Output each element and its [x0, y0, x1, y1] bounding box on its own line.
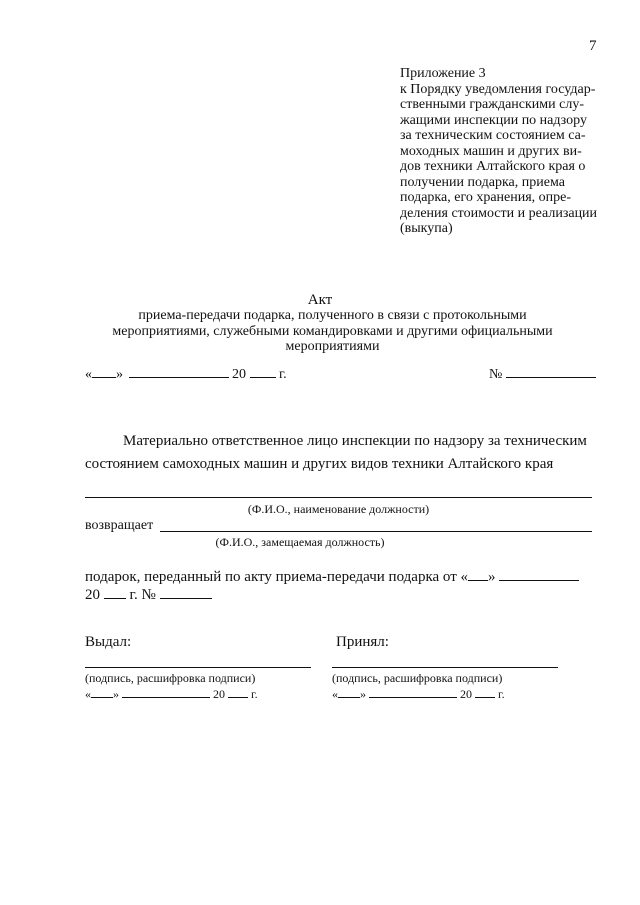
gift-line: [85, 567, 579, 586]
day-blank[interactable]: [92, 364, 116, 378]
quote-open: «: [85, 367, 92, 382]
quote-close: »: [360, 687, 366, 701]
received-signature-line[interactable]: [332, 667, 558, 668]
appendix-line: подарка, его хранения, опре-: [400, 190, 572, 205]
issued-label: Выдал:: [85, 634, 132, 650]
year-prefix: 20: [460, 687, 472, 701]
year-suffix: г. №: [129, 587, 156, 603]
year-blank[interactable]: [250, 364, 276, 378]
received-date: [332, 686, 505, 702]
signature-caption: (подпись, расшифровка подписи): [332, 671, 503, 685]
year-prefix: 20: [232, 367, 246, 382]
issued-month-blank[interactable]: [122, 686, 210, 698]
signature-caption: (подпись, расшифровка подписи): [85, 671, 256, 685]
year-prefix: 20: [85, 587, 100, 603]
appendix-line: жащими инспекции по надзору: [400, 112, 587, 128]
gift-day-blank[interactable]: [468, 567, 488, 581]
quote-close: »: [113, 687, 119, 701]
intro-line: Материально ответственное лицо инспекции по надзору за техническим: [123, 433, 587, 449]
act-subtitle-line: мероприятиями, служебными командировками и другими официальными: [112, 323, 553, 339]
act-number: [489, 364, 596, 383]
fio-blank-line[interactable]: [85, 497, 592, 498]
gift-line-2: [85, 585, 212, 604]
gift-text: подарок, переданный по акту приема-передачи подарка от «: [85, 569, 469, 585]
intro-paragraph: [85, 430, 610, 476]
gift-month-blank[interactable]: [499, 567, 579, 581]
quote-open: «: [332, 687, 338, 701]
act-title: Акт: [307, 292, 333, 308]
fio-caption: (Ф.И.О., замещаемая должность): [215, 535, 385, 549]
appendix-line: получении подарка, приема: [400, 174, 565, 190]
issued-year-blank[interactable]: [228, 686, 248, 698]
issued-day-blank[interactable]: [91, 686, 113, 698]
fio-caption: (Ф.И.О., наименование должности): [247, 502, 430, 516]
appendix-block: [400, 66, 615, 237]
act-subtitle: [90, 308, 575, 355]
year-suffix: г.: [498, 687, 505, 701]
act-subtitle-line: мероприятиями: [285, 339, 380, 354]
year-suffix: г.: [279, 367, 287, 382]
quote-close: »: [116, 367, 123, 382]
quote-open: «: [85, 687, 91, 701]
returns-label: возвращает: [85, 518, 154, 533]
issued-date: [85, 686, 258, 702]
appendix-line: (выкупа): [400, 221, 453, 236]
received-day-blank[interactable]: [338, 686, 360, 698]
appendix-line: к Порядку уведомления государ-: [400, 81, 596, 97]
page-number: 7: [589, 38, 597, 54]
appendix-line: за техническим состоянием са-: [400, 128, 586, 143]
year-prefix: 20: [213, 687, 225, 701]
received-label: Принял:: [336, 634, 389, 650]
quote-close: »: [488, 569, 496, 585]
number-blank[interactable]: [506, 364, 596, 378]
appendix-line: деления стоимости и реализации: [400, 205, 598, 221]
gift-year-blank[interactable]: [104, 585, 126, 599]
received-month-blank[interactable]: [369, 686, 457, 698]
appendix-line: моходных машин и других ви-: [400, 143, 582, 159]
received-year-blank[interactable]: [475, 686, 495, 698]
number-label: №: [489, 367, 503, 382]
act-date: [85, 364, 287, 383]
month-blank[interactable]: [129, 364, 229, 378]
returns-blank-line[interactable]: [160, 531, 592, 532]
appendix-title: Приложение 3: [400, 66, 486, 81]
gift-number-blank[interactable]: [160, 585, 212, 599]
appendix-line: дов техники Алтайского края о: [400, 159, 586, 174]
appendix-line: ственными гражданскими слу-: [400, 97, 584, 112]
year-suffix: г.: [251, 687, 258, 701]
issued-signature-line[interactable]: [85, 667, 311, 668]
act-subtitle-line: приема-передачи подарка, полученного в связи с протокольными: [138, 308, 527, 323]
intro-line: состоянием самоходных машин и других видов техники Алтайского края: [85, 456, 554, 472]
